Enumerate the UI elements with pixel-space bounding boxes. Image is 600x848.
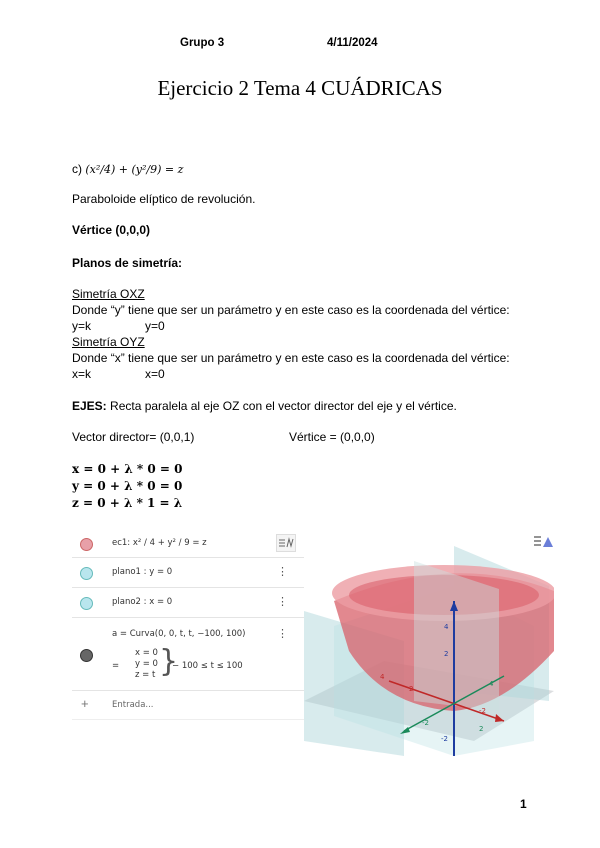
algebra-empty-area — [72, 719, 304, 757]
algebra-expr: plano2 : x = 0 — [112, 597, 173, 607]
tick-label: 2 — [444, 650, 449, 658]
curve-equals: = — [112, 661, 120, 671]
equation-prefix: c) — [72, 162, 82, 176]
curve-range: − 100 ≤ t ≤ 100 — [172, 661, 243, 671]
algebra-expr: ec1: x² / 4 + y² / 9 = z — [112, 538, 207, 548]
planes-heading: Planos de simetría: — [72, 256, 183, 270]
axes-label: EJES: — [72, 399, 107, 413]
more-options-icon[interactable]: ⋮ — [277, 566, 288, 578]
page-number: 1 — [520, 797, 527, 811]
tick-label: 2 — [409, 685, 414, 693]
algebra-menu-icon[interactable] — [276, 534, 296, 552]
param-eq-z: z = 0 + λ * 1 = λ — [72, 496, 183, 510]
curve-eq-z: z = t — [135, 670, 156, 680]
more-options-icon[interactable]: ⋮ — [277, 628, 288, 640]
tick-label: 4 — [380, 673, 385, 681]
tick-label: -2 — [422, 719, 429, 727]
sym-oxz-text: Donde “y” tiene que ser un parámetro y en este caso es la coordenada del vértice: — [72, 303, 510, 317]
sym-oyz-heading: Simetría OYZ — [72, 335, 145, 349]
add-icon[interactable]: + — [81, 696, 89, 711]
param-eq-x: x = 0 + λ * 0 = 0 — [72, 462, 183, 476]
curve-eq-y: y = 0 — [135, 659, 158, 669]
axes-line — [72, 399, 457, 413]
director-vector: Vector director= (0,0,1) — [72, 430, 195, 444]
geogebra-algebra-panel — [72, 531, 304, 756]
sym-oyz-text: Donde “x” tiene que ser un parámetro y en este caso es la coordenada del vértice: — [72, 351, 510, 365]
brace-icon: } — [159, 644, 179, 679]
algebra-expr: plano1 : y = 0 — [112, 567, 173, 577]
group-label: Grupo 3 — [180, 37, 225, 49]
algebra-row-plano1[interactable] — [72, 558, 304, 588]
param-eq-y: y = 0 + λ * 0 = 0 — [72, 479, 183, 493]
algebra-expr: a = Curva(0, 0, t, t, −100, 100) — [112, 629, 246, 639]
tick-label: 2 — [479, 725, 484, 733]
page-title: Ejercicio 2 Tema 4 CUÁDRICAS — [157, 76, 443, 100]
algebra-row-plano2[interactable] — [72, 588, 304, 618]
visibility-toggle-icon[interactable] — [80, 538, 93, 551]
sym-oxz-right: y=0 — [145, 319, 165, 333]
director-vertex: Vértice = (0,0,0) — [289, 430, 375, 444]
date-label: 4/11/2024 — [327, 37, 378, 49]
sym-oyz-left: x=k — [72, 367, 92, 381]
surface-name: Paraboloide elíptico de revolución. — [72, 192, 256, 206]
tick-label: 4 — [489, 680, 494, 688]
visibility-toggle-icon[interactable] — [80, 597, 93, 610]
sym-oxz-heading: Simetría OXZ — [72, 287, 145, 301]
tick-label: -2 — [441, 735, 448, 743]
algebra-row-curve[interactable] — [72, 618, 304, 691]
view-menu-icon[interactable] — [532, 533, 554, 551]
algebra-input-row[interactable] — [72, 691, 304, 719]
axes-text: Recta paralela al eje OZ con el vector director del eje y el vértice. — [110, 399, 457, 413]
paraboloid-graphic — [304, 531, 554, 756]
geogebra-3d-view[interactable] — [304, 531, 554, 756]
equation-line — [72, 162, 183, 176]
sym-oxz-left: y=k — [72, 319, 92, 333]
algebra-row-ec1[interactable] — [72, 531, 304, 558]
tick-label: -2 — [479, 707, 486, 715]
visibility-toggle-icon[interactable] — [80, 649, 93, 662]
input-bar[interactable]: Entrada... — [112, 700, 154, 710]
tick-label: 4 — [444, 623, 449, 631]
sym-oyz-right: x=0 — [145, 367, 165, 381]
visibility-toggle-icon[interactable] — [80, 567, 93, 580]
curve-eq-x: x = 0 — [135, 648, 158, 658]
equation-formula: (x²/4) + (y²/9) = z — [85, 163, 184, 176]
vertex-text: Vértice (0,0,0) — [72, 223, 151, 237]
more-options-icon[interactable]: ⋮ — [277, 596, 288, 608]
